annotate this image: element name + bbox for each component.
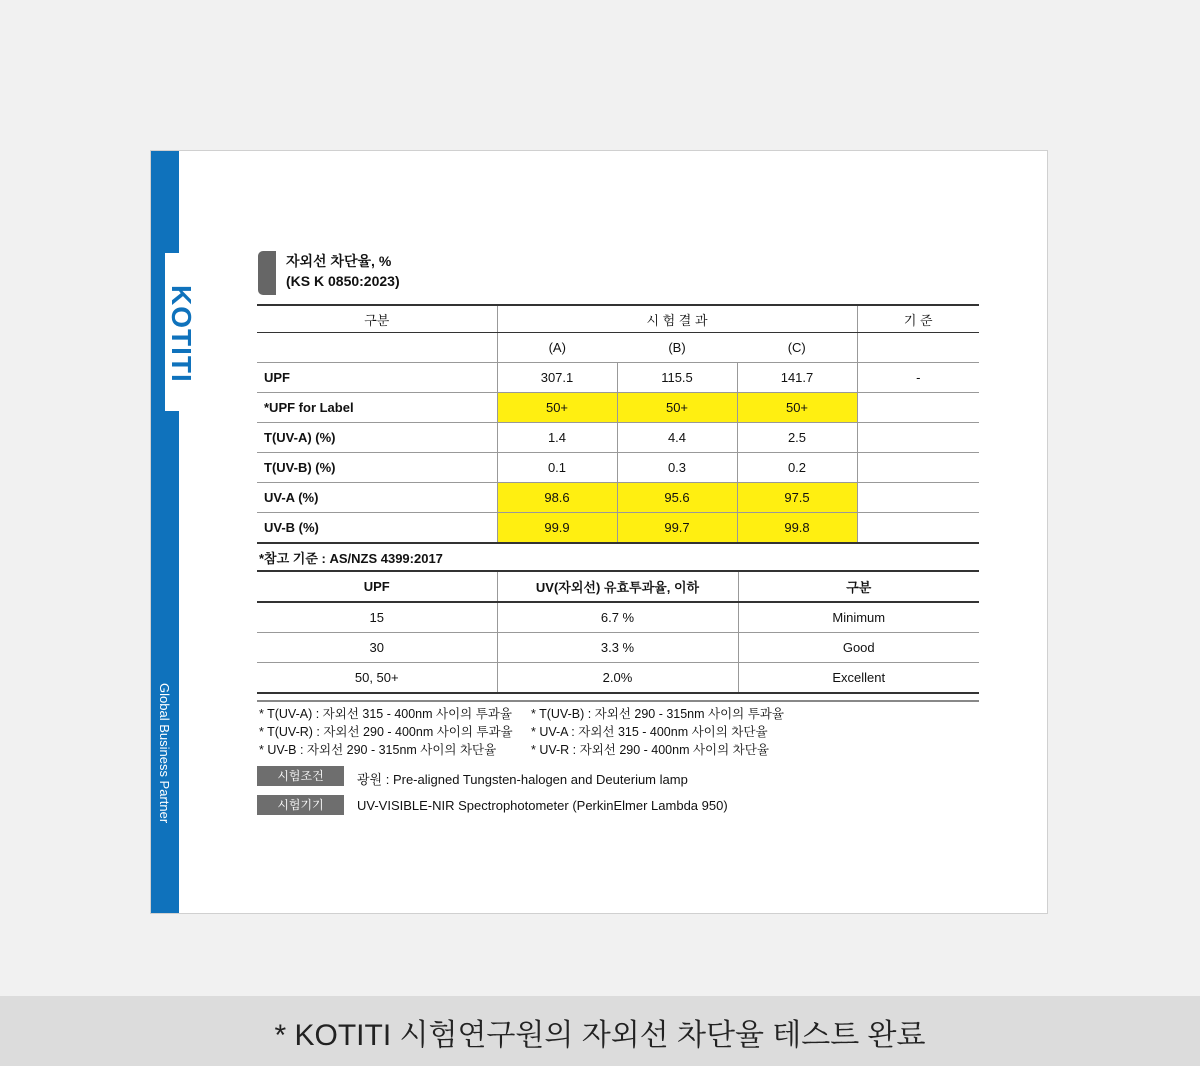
note-row [259,741,784,759]
ref-header-upf: UPF [257,571,497,602]
subheader-a: (A) [497,333,617,363]
value-c: 50+ [737,393,857,423]
value-std [857,453,979,483]
value-std [857,483,979,513]
report-standard: (KS K 0850:2023) [286,273,400,289]
test-report-document [150,150,1048,914]
reference-header-row [257,571,979,602]
note-row [259,705,784,723]
table-row [257,663,979,694]
row-label: *UPF for Label [257,393,497,423]
row-label: UPF [257,363,497,393]
value-a: 50+ [497,393,617,423]
subheader-c: (C) [737,333,857,363]
definitions-notes [259,705,784,759]
row-label: T(UV-B) (%) [257,453,497,483]
value-b: 50+ [617,393,737,423]
table-row [257,633,979,663]
reference-standard-note: *참고 기준 : AS/NZS 4399:2017 [259,551,443,566]
ref-upf: 50, 50+ [354,670,399,685]
value-a: 0.1 [497,453,617,483]
notes-divider [257,700,979,702]
header-standard: 기 준 [857,305,979,333]
table-row [257,602,979,633]
ref-upf: 30 [257,633,497,663]
value-std [857,423,979,453]
table-row [257,363,979,393]
title-marker [258,251,276,295]
row-label: UV-B (%) [264,520,319,535]
test-conditions-badge: 시험조건 [257,766,344,786]
kotiti-logo: KOTITI [166,285,197,383]
ref-category: Excellent [738,663,979,694]
header-results: 시 험 결 과 [497,305,857,333]
value-b: 0.3 [617,453,737,483]
value-c: 97.5 [737,483,857,513]
note-text: * UV-R : 자외선 290 - 400nm 사이의 차단율 [531,743,769,757]
brand-tagline: Global Business Partner [157,683,172,824]
reference-table [257,570,979,694]
value-a: 98.6 [497,483,617,513]
subheader-std [857,333,979,363]
value-b: 99.7 [617,513,737,544]
ref-transmittance: 2.0% [497,663,738,694]
value-c: 0.2 [737,453,857,483]
value-std [857,393,979,423]
ref-header-transmittance: UV(자외선) 유효투과율, 이하 [497,571,738,602]
table-row [257,483,979,513]
note-text: * T(UV-B) : 자외선 290 - 315nm 사이의 투과율 [531,707,784,721]
ref-upf: 15 [257,602,497,633]
value-c: 2.5 [737,423,857,453]
results-table [257,304,979,544]
test-equipment-text: UV-VISIBLE-NIR Spectrophotometer (PerkinElmer Lambda 950) [357,798,728,813]
value-c: 99.8 [737,513,857,544]
note-text: * UV-A : 자외선 315 - 400nm 사이의 차단율 [531,725,768,739]
subheader-b: (B) [617,333,737,363]
row-label: T(UV-A) (%) [257,423,497,453]
value-c: 141.7 [737,363,857,393]
report-title: 자외선 차단율, % [286,253,392,269]
value-a: 99.9 [497,513,617,544]
table-row [257,453,979,483]
table-row [257,393,979,423]
value-std [857,513,979,544]
value-a: 307.1 [497,363,617,393]
note-row [259,723,784,741]
test-equipment-badge: 시험기기 [257,795,344,815]
test-conditions-text: 광원 : Pre-aligned Tungsten-halogen and Deuterium lamp [357,772,688,787]
value-std: - [857,363,979,393]
footer-caption: * KOTITI 시험연구원의 자외선 차단율 테스트 완료 [274,1019,926,1052]
table-row [257,513,979,544]
ref-category: Good [738,633,979,663]
value-b: 4.4 [617,423,737,453]
value-b: 95.6 [617,483,737,513]
table-row [257,423,979,453]
value-a: 1.4 [497,423,617,453]
note-text: * UV-B : 자외선 290 - 315nm 사이의 차단율 [259,743,497,757]
value-b: 115.5 [617,363,737,393]
ref-category: Minimum [738,602,979,633]
ref-transmittance: 6.7 % [497,602,738,633]
note-text: * T(UV-R) : 자외선 290 - 400nm 사이의 투과율 [259,725,513,739]
header-category: 구분 [257,305,497,333]
ref-transmittance: 3.3 % [497,633,738,663]
results-subheader-row [257,333,979,363]
ref-header-category: 구분 [738,571,979,602]
note-text: * T(UV-A) : 자외선 315 - 400nm 사이의 투과율 [259,707,512,721]
row-label: UV-A (%) [257,483,497,513]
results-header-row [257,305,979,333]
subheader-empty [257,333,497,363]
footer-banner [0,996,1200,1066]
